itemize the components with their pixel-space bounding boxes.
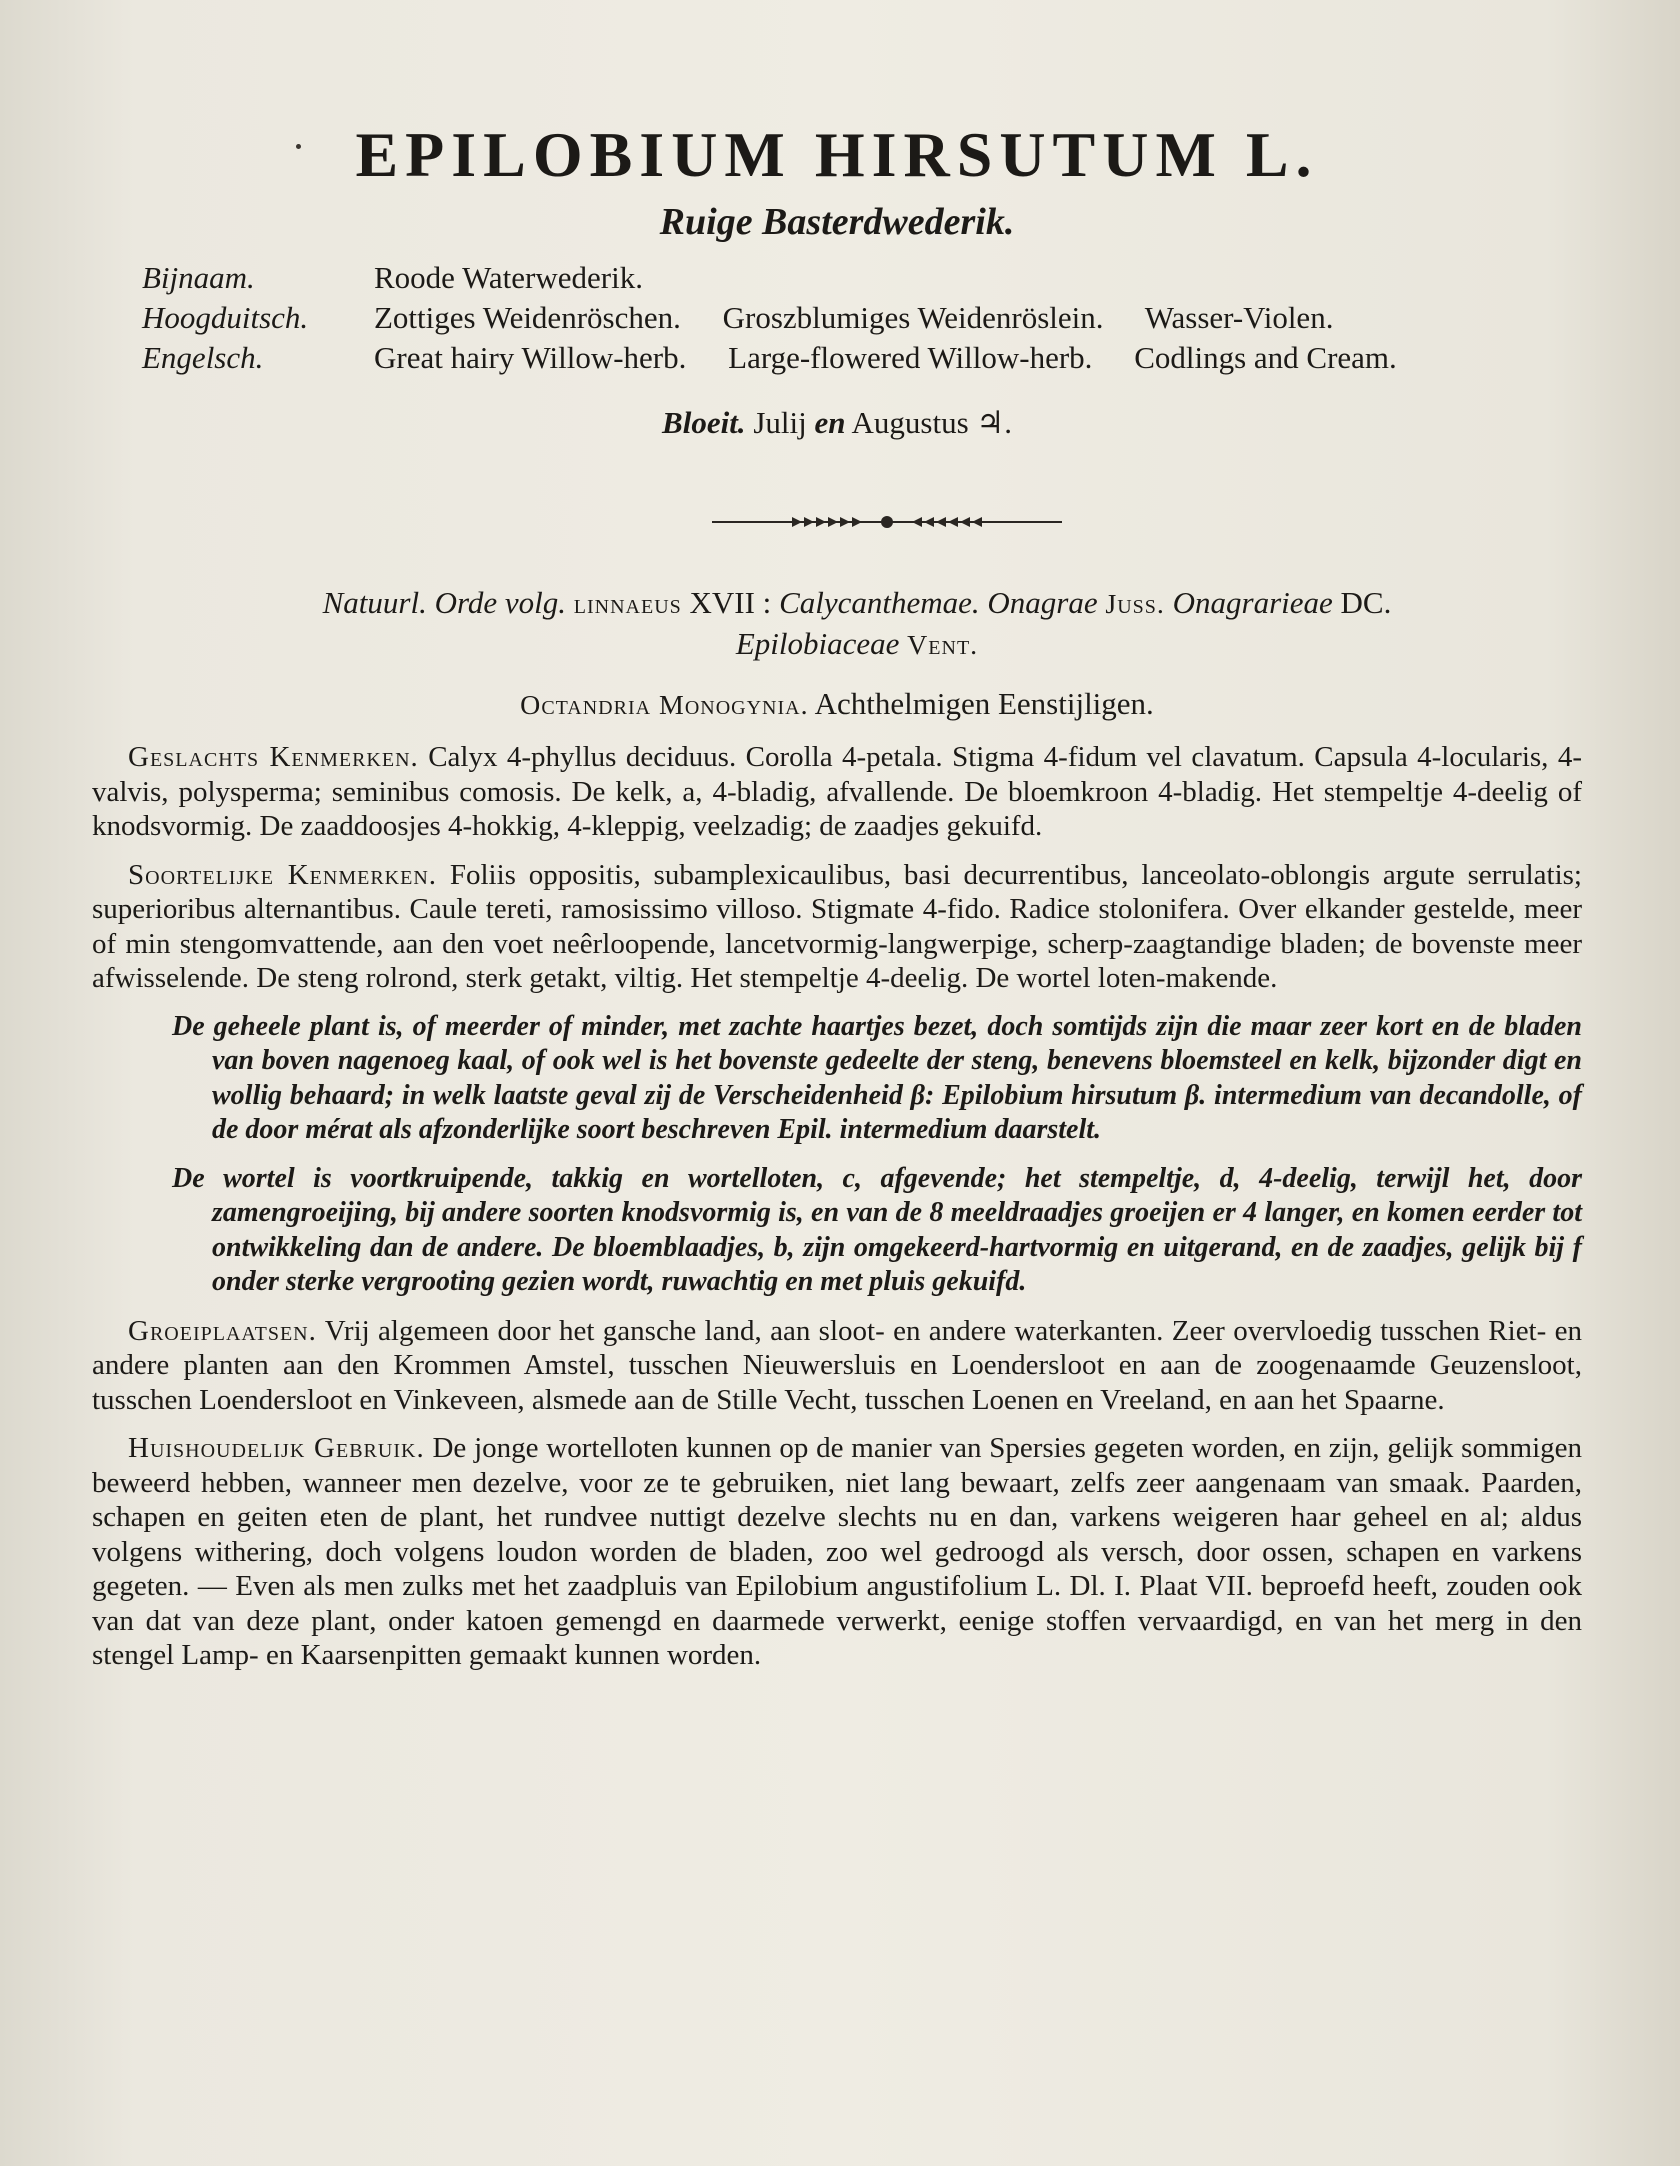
name-values: [374, 298, 1367, 338]
paragraph-text: De jonge wortelloten kunnen op de manier van Spersies gegeten worden, en zijn, gelijk sommigen beweerd hebben, wanneer men dezelve, voor ze te gebruiken, niet lang bewaart, zelfs zeer aangenaam van smaak. Paarden, schapen en geiten eten de plant, het rundvee nuttigt dezelve slechts nu en dan, varkens weigeren haar geheel en al; aldus volgens withering, doch volgens loudon worden de bladen, zoo wel gedroogd als versch, door ossen, schapen en varkens gegeten. — Even als men zulks met het zaadpluis van Epilobium angustifolium L. Dl. I. Plaat VII. beproefd heeft, zouden ook van dat van deze plant, onder katoen gemengd en daarmede verwerkt, eenige stoffen vervaardigd, en van het merg in den stengel Lamp- en Kaarsenpitten gemaakt kunnen worden.: [92, 1432, 1582, 1671]
name-value: Great hairy Willow-herb.: [374, 340, 687, 375]
name-row: [142, 298, 1582, 338]
linnaean-class: [92, 686, 1582, 722]
name-label: Hoogduitsch.: [142, 300, 309, 335]
bloei-label: Bloeit.: [662, 405, 746, 440]
ordo-vent: Vent.: [907, 630, 979, 661]
name-values: [374, 338, 1431, 378]
name-value: Wasser-Violen.: [1144, 300, 1334, 335]
ordo-juss: Juss.: [1105, 589, 1165, 620]
ordo-dc: DC.: [1340, 585, 1392, 620]
page-title: EPILOBIUM HIRSUTUM L.: [355, 119, 1319, 190]
paragraph-genus: [92, 740, 1582, 844]
section-heading: Groeiplaatsen.: [128, 1314, 317, 1347]
bloei-month-2: Augustus: [851, 405, 969, 440]
section-heading: Soortelijke Kenmerken.: [128, 858, 438, 891]
name-value: Roode Waterwederik.: [374, 260, 643, 295]
page-subtitle: Ruige Basterdwederik.: [659, 201, 1015, 243]
perennial-symbol: ♃.: [976, 405, 1012, 440]
ordo-epilobiaceae: Epilobiaceae: [735, 626, 900, 661]
ordo-number: XVII :: [689, 585, 772, 620]
ornament-divider: [712, 512, 1062, 532]
section-heading: Geslachts Kenmerken.: [128, 741, 419, 773]
paragraph-species: [92, 858, 1582, 996]
bloei-month-1: Julij: [753, 405, 807, 440]
paragraph-note-root: De wortel is voortkruipende, takkig en wortelloten, c, afgevende; het stempeltje, d, 4-deelig, terwijl het, door zamengroeijing, bij andere soorten knodsvormig is, en van de 8 meeldraadjes groeijen er 4 langer, en komen eerder tot ontwikkeling dan de andere. De bloemblaadjes, b, zijn omgekeerd-hartvormig en uitgerand, en de zaadjes, gelijk bij f onder sterke vergrooting gezien wordt, ruwachtig en met pluis gekuifd.: [172, 1162, 1582, 1297]
name-value: Large-flowered Willow-herb.: [728, 340, 1093, 375]
paragraph-text: Foliis oppositis, subamplexicaulibus, basi decurrentibus, lanceolato-oblongis argute serrulatis; superioribus alternantibus. Caule tereti, ramosissimo villoso. Stigmate 4-fido. Radice stolonifera. Over elkander gestelde, meer of min stengomvattende, aan den voet neêrloopende, lancetvormig-langwerpige, scherp-zaagtandige bladen; de bovenste meer afwisselende. De steng rolrond, sterk getakt, viltig. Het stempeltje 4-deelig. De wortel loten-makende.: [92, 858, 1582, 994]
name-label: Bijnaam.: [142, 260, 255, 295]
name-values: [374, 258, 677, 298]
paragraph-habitat: [92, 1314, 1582, 1418]
name-row: [142, 338, 1582, 378]
body-text: [92, 740, 1582, 1687]
ordo-lead: Natuurl. Orde volg.: [322, 585, 567, 620]
ordo-onagrae: Onagrae: [987, 585, 1098, 620]
paragraph-text: Calyx 4-phyllus deciduus. Corolla 4-petala. Stigma 4-fidum vel clavatum. Capsula 4-locularis, 4-valvis, polysperma; seminibus comosis. De kelk, a, 4-bladig, afvallende. De bloemkroon 4-bladig. Het stempeltje 4-deelig of knodsvormig. De zaaddoosjes 4-hokkig, 4-kleppig, veelzadig; de zaadjes gekuifd.: [92, 741, 1582, 842]
section-heading: Huishoudelijk Gebruik.: [128, 1432, 425, 1464]
ordo-author: linnaeus: [573, 589, 682, 620]
paragraph-text: Vrij algemeen door het gansche land, aan sloot- en andere waterkanten. Zeer overvloedig tusschen Riet- en andere planten aan den Krommen Amstel, tusschen Nieuwersluis en Loendersloot en aan de zoogenaamde Geuzensloot, tusschen Loendersloot en Vinkeveen, alsmede aan de Stille Vecht, tusschen Loenen en Vreeland, en aan het Spaarne.: [92, 1314, 1582, 1416]
class-dutch: Achthelmigen Eenstijligen.: [814, 686, 1154, 721]
name-row: [142, 258, 1582, 298]
natural-order: [132, 583, 1582, 665]
name-value: Codlings and Cream.: [1134, 340, 1397, 375]
ordo-calycanthemae: Calycanthemae.: [779, 585, 980, 620]
flowering-line: [92, 405, 1582, 441]
class-name: Octandria Monogynia.: [520, 690, 809, 721]
paragraph-note-plant: De geheele plant is, of meerder of minder, met zachte haartjes bezet, doch somtijds zijn die maar zeer kort en de bladen van boven nagenoeg kaal, of ook wel is het bovenste gedeelte der steng, benevens bloemsteel en kelk, bijzonder digt en wollig behaard; in welk laatste geval zij de Verscheidenheid β: Epilobium hirsutum β. intermedium van decandolle, of de door mérat als afzonderlijke soort beschreven Epil. intermedium daarstelt.: [172, 1010, 1582, 1145]
paragraph-use: [92, 1431, 1582, 1673]
name-label: Engelsch.: [142, 340, 264, 375]
vernacular-names: [142, 258, 1582, 378]
name-value: Groszblumiges Weidenröslein.: [722, 300, 1104, 335]
name-value: Zottiges Weidenröschen.: [374, 300, 681, 335]
ordo-onagrarieae: Onagrarieae: [1172, 585, 1333, 620]
bloei-en: en: [814, 405, 846, 440]
